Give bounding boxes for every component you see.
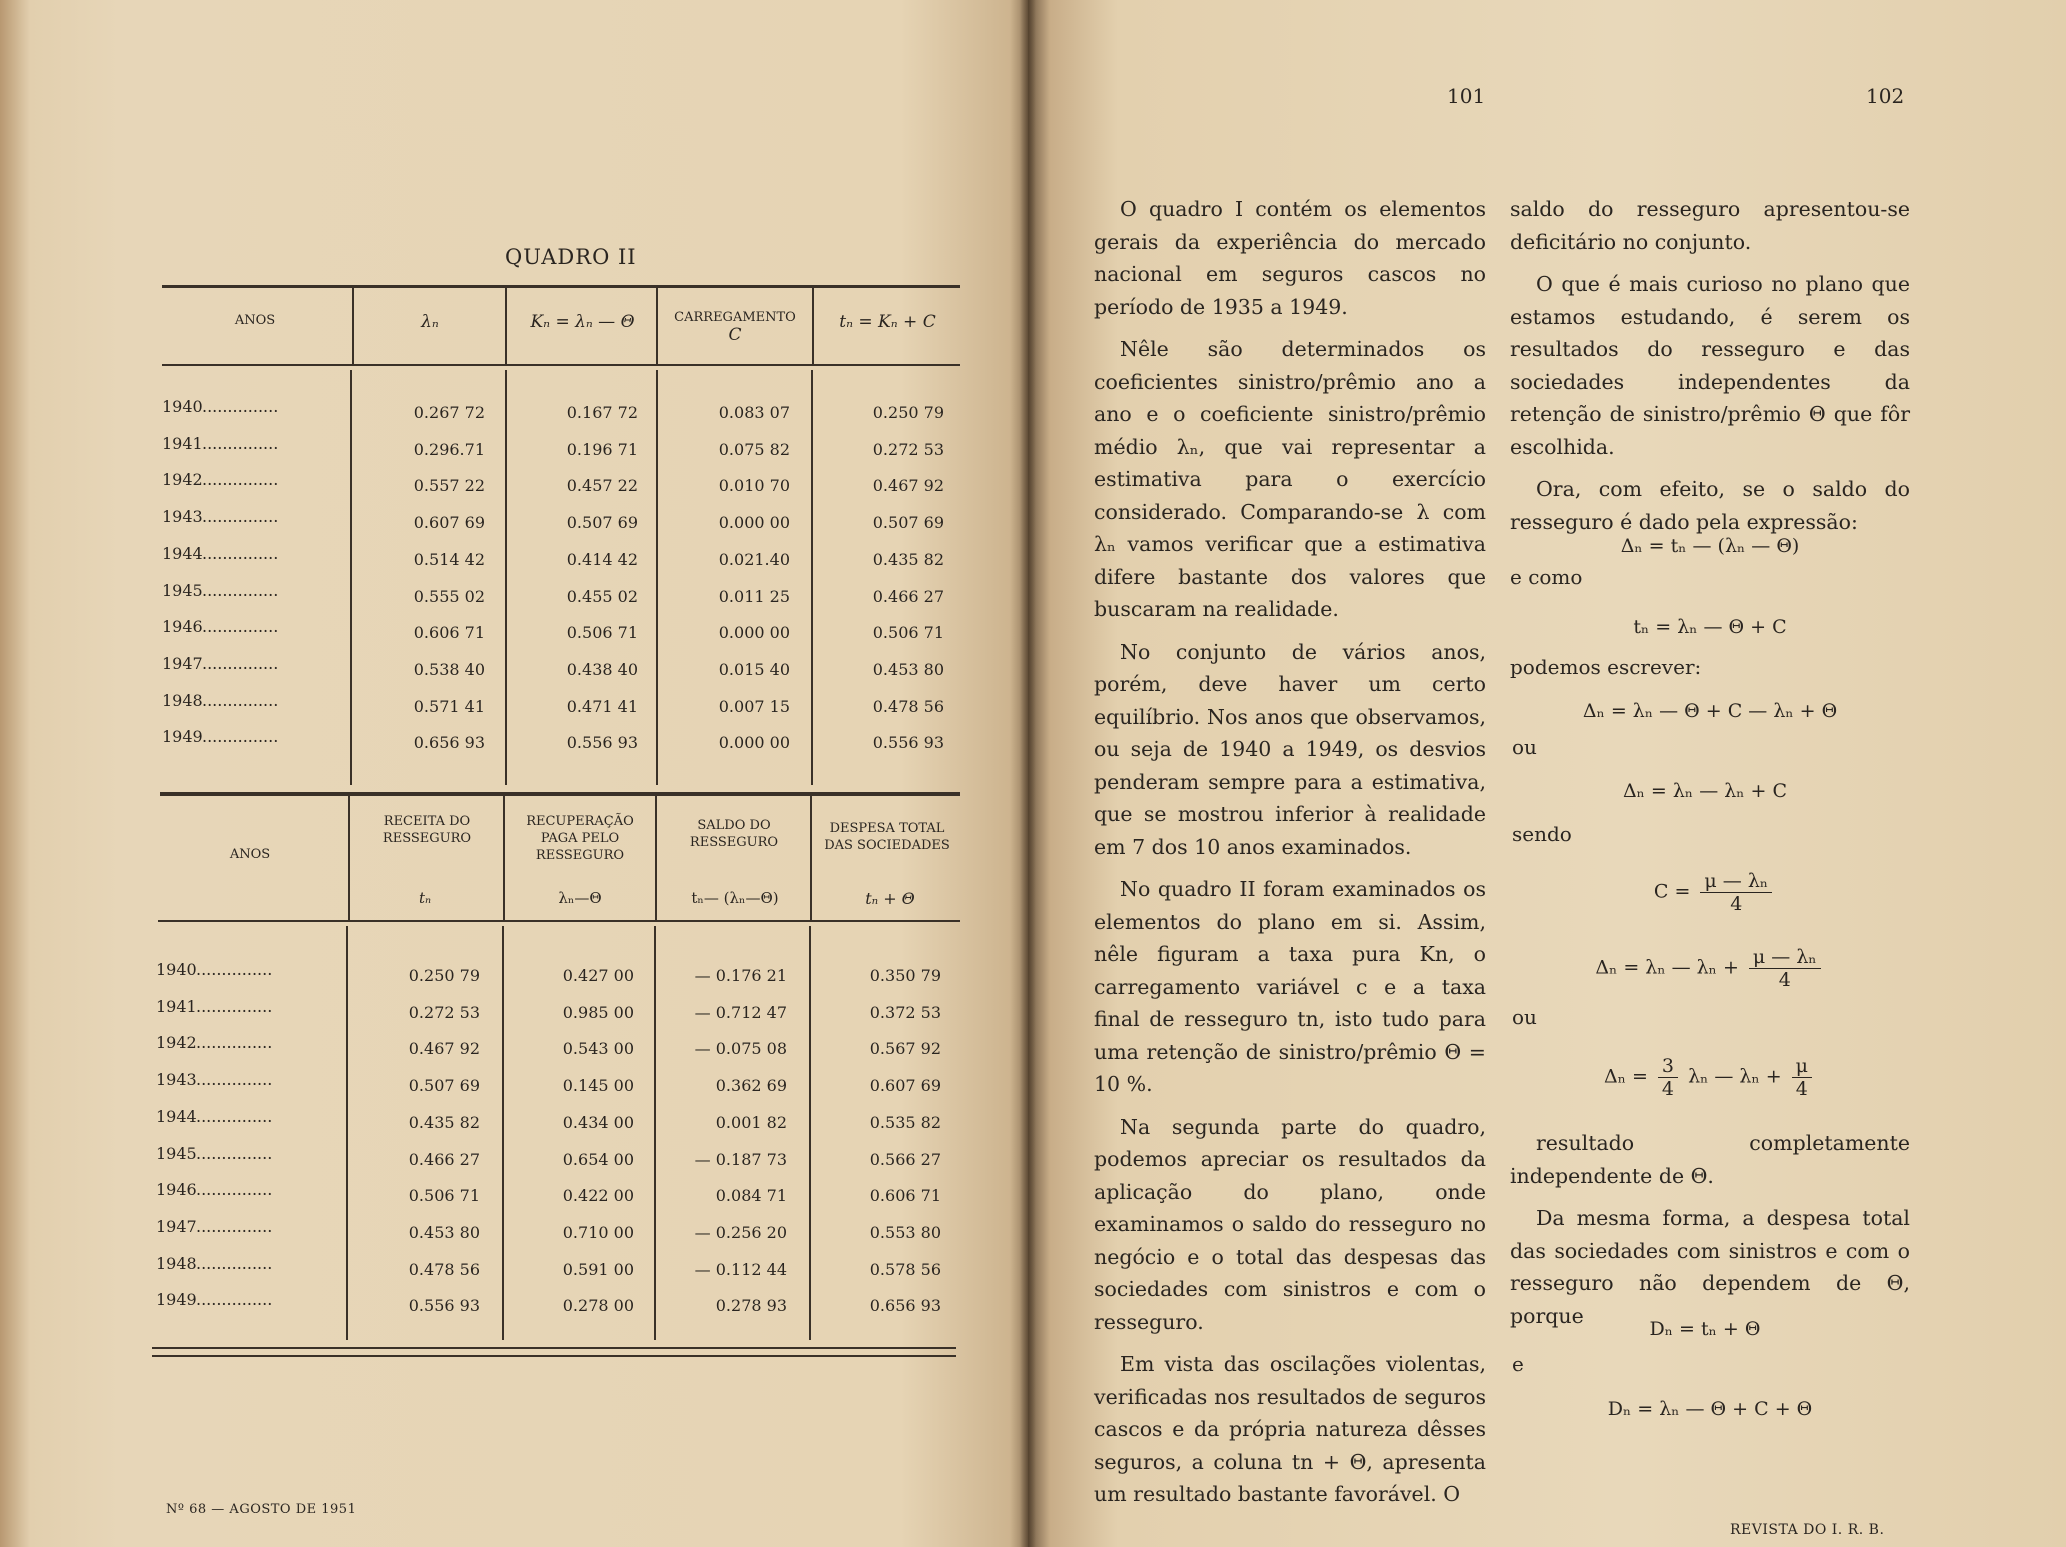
table-cell: 0.514 42 [413, 549, 485, 569]
table-cell: 0.272 53 [408, 1002, 480, 1022]
paragraph: O quadro I contém os elementos gerais da experiência do mercado nacional em seguros cascos no período de 1935 a 1949. [1094, 197, 1486, 319]
table-cell: 0.607 69 [413, 513, 485, 533]
table-cell: 0.000 00 [718, 733, 790, 753]
table-row-year: 1948 [162, 690, 203, 710]
table-cell: 0.457 22 [566, 476, 638, 496]
page-number-102: 102 [1866, 84, 1905, 108]
fraction-numerator: μ — λₙ [1749, 946, 1821, 969]
table-cell: 0.196 71 [566, 439, 638, 459]
fraction [1700, 870, 1772, 915]
header-c: C [728, 325, 742, 345]
equation-5 [1630, 870, 1800, 915]
paragraph: Em vista das oscilações violentas, verificadas nos resultados de seguros cascos e da própria natureza dêsses seguros, a coluna tn + Θ, apresenta um resultado bastante favorável. O [1094, 1352, 1486, 1506]
col-divider [505, 288, 507, 364]
equation-6 [1580, 946, 1840, 991]
table-cell: 0.414 42 [566, 549, 638, 569]
header-receita-line2: RESSEGURO [382, 831, 472, 846]
header-receita [352, 813, 502, 847]
table-row-year: 1945 [162, 580, 203, 600]
equation-7-mid: λₙ — λₙ + [1688, 1065, 1782, 1088]
table-cell: 0.557 22 [413, 476, 485, 496]
header-despesa-line1: DESPESA TOTAL [829, 821, 945, 836]
table-cell: 0.001 82 [715, 1112, 787, 1132]
table-cell: 0.506 71 [566, 623, 638, 643]
equation-4: Δₙ = λₙ — λₙ + C [1622, 780, 1788, 802]
paragraph: Na segunda parte do quadro, podemos apreciar os resultados da aplicação do plano, onde examinamos o saldo do resseguro no negócio e o total das despesas das sociedades com sinistros e com o resseguro. [1094, 1114, 1486, 1334]
leader-dots: ............... [196, 1253, 273, 1273]
header-tn: tₙ = Kₙ + C [839, 312, 936, 332]
label-ou: ou [1512, 1005, 1537, 1029]
lower-header-bottom-rule [158, 920, 960, 922]
table-cell: 0.021.40 [718, 549, 790, 569]
table-cell: 0.506 71 [872, 623, 944, 643]
equation-7-lhs: Δₙ = [1603, 1065, 1648, 1088]
label-e-como: e como [1510, 565, 1583, 589]
fraction-denominator: 4 [1661, 1078, 1675, 1100]
table-cell: 0.567 92 [869, 1039, 941, 1059]
paragraph: O que é mais curioso no plano que estamos estudando, é serem os resultados do resseguro e das sociedades independentes da retenção de sinistro/prêmio Θ que fôr escolhida. [1510, 272, 1910, 459]
lower-table-bottom-rule-2 [152, 1355, 956, 1357]
table-cell: 0.250 79 [408, 966, 480, 985]
col-divider [656, 288, 658, 364]
table-cell: 0.007 15 [718, 696, 790, 716]
table-cell: 0.556 93 [408, 1296, 480, 1316]
table-cell: 0.372 53 [869, 1002, 941, 1022]
table-row-year: 1943 [162, 507, 203, 527]
equation-3: Δₙ = λₙ — Θ + C — λₙ + Θ [1582, 700, 1838, 722]
table-cell: 0.084 71 [715, 1186, 787, 1206]
table-cell: 0.478 56 [408, 1259, 480, 1279]
equation-9: Dₙ = λₙ — Θ + C + Θ [1607, 1398, 1813, 1420]
table-cell: 0.710 00 [562, 1222, 634, 1242]
table-cell: 0.167 72 [566, 403, 638, 422]
table-cell: 0.578 56 [869, 1259, 941, 1279]
col-divider [654, 926, 656, 1340]
col-divider [348, 796, 350, 920]
table-cell: 0.566 27 [869, 1149, 941, 1169]
header-despesa-sym: tₙ + Θ [865, 889, 915, 908]
left-page-footer: Nº 68 — AGOSTO DE 1951 [166, 1502, 357, 1517]
table-cell: 0.000 00 [718, 623, 790, 643]
table-cell: — 0.187 73 [694, 1149, 787, 1169]
table-top-rule [162, 285, 960, 288]
header-kn: Kₙ = λₙ — Θ [530, 312, 635, 332]
leader-dots: ............... [196, 1070, 273, 1090]
table-cell: 0.507 69 [872, 513, 944, 533]
leader-dots: ............... [202, 617, 279, 637]
text-column-2 [1510, 193, 1910, 548]
paragraph: Da mesma forma, a despesa total das sociedades com sinistros e com o resseguro não dependem de Θ, porque [1510, 1206, 1910, 1328]
table-title: QUADRO II [505, 245, 637, 269]
leader-dots: ............... [196, 1216, 273, 1236]
paragraph: resultado completamente independente de Θ. [1510, 1131, 1910, 1188]
header-despesa [814, 820, 960, 854]
table-cell: — 0.075 08 [694, 1039, 787, 1059]
equation-8: Dₙ = tₙ + Θ [1649, 1318, 1761, 1340]
table-cell: — 0.712 47 [694, 1002, 787, 1022]
text-column-1 [1094, 193, 1486, 1521]
table-cell: 0.607 69 [869, 1076, 941, 1096]
lower-table-bottom-rule [152, 1347, 956, 1349]
header-anos: ANOS [234, 313, 276, 328]
table-cell: 0.350 79 [869, 966, 941, 985]
paragraph: Ora, com efeito, se o saldo do resseguro é dado pela expressão: [1510, 477, 1910, 534]
fraction-denominator: 4 [1778, 969, 1791, 991]
col-divider [505, 370, 507, 785]
table-cell: 0.427 00 [562, 966, 634, 985]
table-cell: 0.656 93 [869, 1296, 941, 1316]
table-cell: 0.075 82 [718, 439, 790, 459]
table-cell: 0.438 40 [566, 659, 638, 679]
fraction-numerator: 3 [1658, 1055, 1678, 1078]
header-saldo-sym: tₙ— (λₙ—Θ) [691, 889, 779, 907]
table-cell: 0.507 69 [408, 1076, 480, 1096]
header-lambda: λₙ [421, 312, 439, 332]
col-divider [810, 796, 812, 920]
table-row-year: 1940 [156, 960, 197, 979]
header-recuperacao-line2: PAGA PELO [540, 831, 620, 846]
leader-dots: ............... [196, 1033, 273, 1053]
leader-dots: ............... [196, 1290, 273, 1310]
table-row-year: 1941 [156, 996, 197, 1016]
table-cell: 0.553 80 [869, 1222, 941, 1242]
fraction-numerator: μ [1792, 1055, 1812, 1078]
table-row-year: 1946 [156, 1180, 197, 1200]
label-sendo: sendo [1512, 822, 1572, 846]
fraction-denominator: 4 [1795, 1078, 1808, 1100]
label-e: e [1512, 1352, 1524, 1376]
table-cell: 0.606 71 [413, 623, 485, 643]
table-cell: 0.083 07 [718, 403, 790, 422]
paragraph: No quadro II foram examinados os elementos do plano em si. Assim, nêle figuram a taxa pura Kn, o carregamento variável c e a taxa final de resseguro tn, isto tudo para uma retenção de sinistro/prêmio Θ = 10 %. [1094, 877, 1486, 1096]
table-row-year: 1949 [156, 1290, 197, 1310]
table-cell: 0.453 80 [872, 659, 944, 679]
equation-5-lhs: C = [1653, 880, 1691, 903]
header-recuperacao-sym: λₙ—Θ [558, 889, 602, 907]
col-divider [811, 370, 813, 785]
col-divider [656, 370, 658, 785]
table-row-year: 1943 [156, 1070, 197, 1090]
table-cell: 0.466 27 [408, 1149, 480, 1169]
table-cell: 0.422 00 [562, 1186, 634, 1206]
table-row-year: 1940 [162, 397, 203, 416]
table-cell: 0.571 41 [413, 696, 485, 716]
lower-header-anos: ANOS [229, 847, 271, 862]
table-cell: 0.467 92 [872, 476, 944, 496]
table-row-year: 1941 [162, 433, 203, 453]
table-row-year: 1948 [156, 1253, 197, 1273]
table-cell: 0.267 72 [413, 403, 485, 422]
lower-header-top-rule [160, 794, 960, 796]
table-row-year: 1947 [156, 1216, 197, 1236]
table-row-year: 1947 [162, 653, 203, 673]
header-saldo [660, 817, 808, 851]
leader-dots: ............... [196, 1143, 273, 1163]
table-cell: 0.654 00 [562, 1149, 634, 1169]
leader-dots: ............... [202, 690, 279, 710]
table-cell: 0.471 41 [566, 696, 638, 716]
table-row-year: 1949 [162, 727, 203, 747]
table-cell: 0.015 40 [718, 659, 790, 679]
table-row-year: 1942 [162, 470, 203, 490]
paragraph: No conjunto de vários anos, porém, deve haver um certo equilíbrio. Nos anos que observamos, ou seja de 1940 a 1949, os desvios penderam sempre para a estimativa, que se mostrou inferior à realidade em 7 dos 10 anos examinados. [1094, 639, 1486, 859]
table-cell: 0.145 00 [562, 1076, 634, 1096]
fraction [1658, 1055, 1678, 1100]
equation-2: tₙ = λₙ — Θ + C [1633, 616, 1787, 638]
page-number-101: 101 [1447, 84, 1486, 108]
header-recuperacao-line3: RESSEGURO [535, 848, 625, 863]
leader-dots: ............... [202, 470, 279, 490]
col-divider [655, 796, 657, 920]
table-cell: — 0.256 20 [694, 1222, 787, 1242]
fraction [1749, 946, 1821, 991]
header-receita-sym: tₙ [418, 889, 432, 907]
leader-dots: ............... [196, 960, 273, 979]
table-cell: 0.434 00 [562, 1112, 634, 1132]
leader-dots: ............... [202, 397, 279, 416]
table-cell: 0.011 25 [718, 586, 790, 606]
table-cell: 0.362 69 [715, 1076, 787, 1096]
label-ou: ou [1512, 735, 1537, 759]
col-divider [503, 796, 505, 920]
equation-6-lhs: Δₙ = λₙ — λₙ + [1595, 956, 1739, 979]
table-cell: 0.466 27 [872, 586, 944, 606]
table-cell: 0.543 00 [562, 1039, 634, 1059]
leader-dots: ............... [202, 727, 279, 747]
leader-dots: ............... [202, 507, 279, 527]
leader-dots: ............... [196, 996, 273, 1016]
col-divider [352, 288, 354, 364]
table-cell: 0.555 02 [413, 586, 485, 606]
table-cell: 0.478 56 [872, 696, 944, 716]
leader-dots: ............... [196, 1180, 273, 1200]
table-cell: 0.000 00 [718, 513, 790, 533]
table-cell: 0.296.71 [413, 439, 485, 459]
table-row-year: 1944 [156, 1106, 197, 1126]
table-cell: 0.556 93 [566, 733, 638, 753]
right-page-footer: REVISTA DO I. R. B. [1730, 1522, 1885, 1538]
gutter [1020, 0, 1036, 1547]
table-cell: — 0.112 44 [694, 1259, 787, 1279]
table-cell: 0.278 00 [562, 1296, 634, 1316]
table-cell: 0.985 00 [562, 1002, 634, 1022]
table-row-year: 1945 [156, 1143, 197, 1163]
header-receita-line1: RECEITA DO [383, 814, 471, 829]
table-row-year: 1946 [162, 617, 203, 637]
table-row-year: 1942 [156, 1033, 197, 1053]
table-cell: — 0.176 21 [694, 966, 787, 985]
table-cell: 0.455 02 [566, 586, 638, 606]
table-cell: 0.656 93 [413, 733, 485, 753]
table-cell: 0.250 79 [872, 403, 944, 422]
fraction-denominator: 4 [1730, 893, 1743, 915]
header-despesa-line2: DAS SOCIEDADES [824, 838, 950, 853]
table-cell: 0.507 69 [566, 513, 638, 533]
paragraph: Nêle são determinados os coeficientes sinistro/prêmio ano a ano e o coeficiente sinistro/prêmio médio λₙ, que vai representar a estimativa para o exercício considerado. Comparando-se λ com λₙ vamos verificar que a estimativa difere bastante dos valores que buscaram na realidade. [1094, 337, 1486, 621]
paragraph: saldo do resseguro apresentou-se deficitário no conjunto. [1510, 197, 1910, 254]
fraction-numerator: μ — λₙ [1700, 870, 1772, 893]
header-recuperacao [507, 813, 653, 864]
leader-dots: ............... [202, 433, 279, 453]
table-cell: 0.435 82 [872, 549, 944, 569]
equation-7 [1580, 1055, 1840, 1100]
equation-1: Δₙ = tₙ — (λₙ — Θ) [1620, 535, 1800, 557]
header-saldo-line1: SALDO DO [697, 818, 771, 833]
col-divider [350, 370, 352, 785]
table-cell: 0.538 40 [413, 659, 485, 679]
header-bottom-rule [162, 364, 960, 366]
table-cell: 0.591 00 [562, 1259, 634, 1279]
leader-dots: ............... [196, 1106, 273, 1126]
fraction [1792, 1055, 1812, 1100]
text-column-2-continued [1510, 1127, 1910, 1342]
col-divider [346, 926, 348, 1340]
table-row-year: 1944 [162, 543, 203, 563]
table-cell: 0.556 93 [872, 733, 944, 753]
table-cell: 0.272 53 [872, 439, 944, 459]
label-podemos: podemos escrever: [1510, 655, 1702, 679]
table-cell: 0.467 92 [408, 1039, 480, 1059]
header-carregamento: CARREGAMENTO [674, 310, 796, 325]
table-cell: 0.278 93 [715, 1296, 787, 1316]
table-cell: 0.010 70 [718, 476, 790, 496]
table-cell: 0.453 80 [408, 1222, 480, 1242]
header-saldo-line2: RESSEGURO [689, 835, 779, 850]
header-recuperacao-line1: RECUPERAÇÃO [526, 814, 634, 829]
col-divider [812, 288, 814, 364]
leader-dots: ............... [202, 580, 279, 600]
leader-dots: ............... [202, 653, 279, 673]
leader-dots: ............... [202, 543, 279, 563]
table-cell: 0.435 82 [408, 1112, 480, 1132]
table-cell: 0.606 71 [869, 1186, 941, 1206]
table-cell: 0.506 71 [408, 1186, 480, 1206]
table-cell: 0.535 82 [869, 1112, 941, 1132]
